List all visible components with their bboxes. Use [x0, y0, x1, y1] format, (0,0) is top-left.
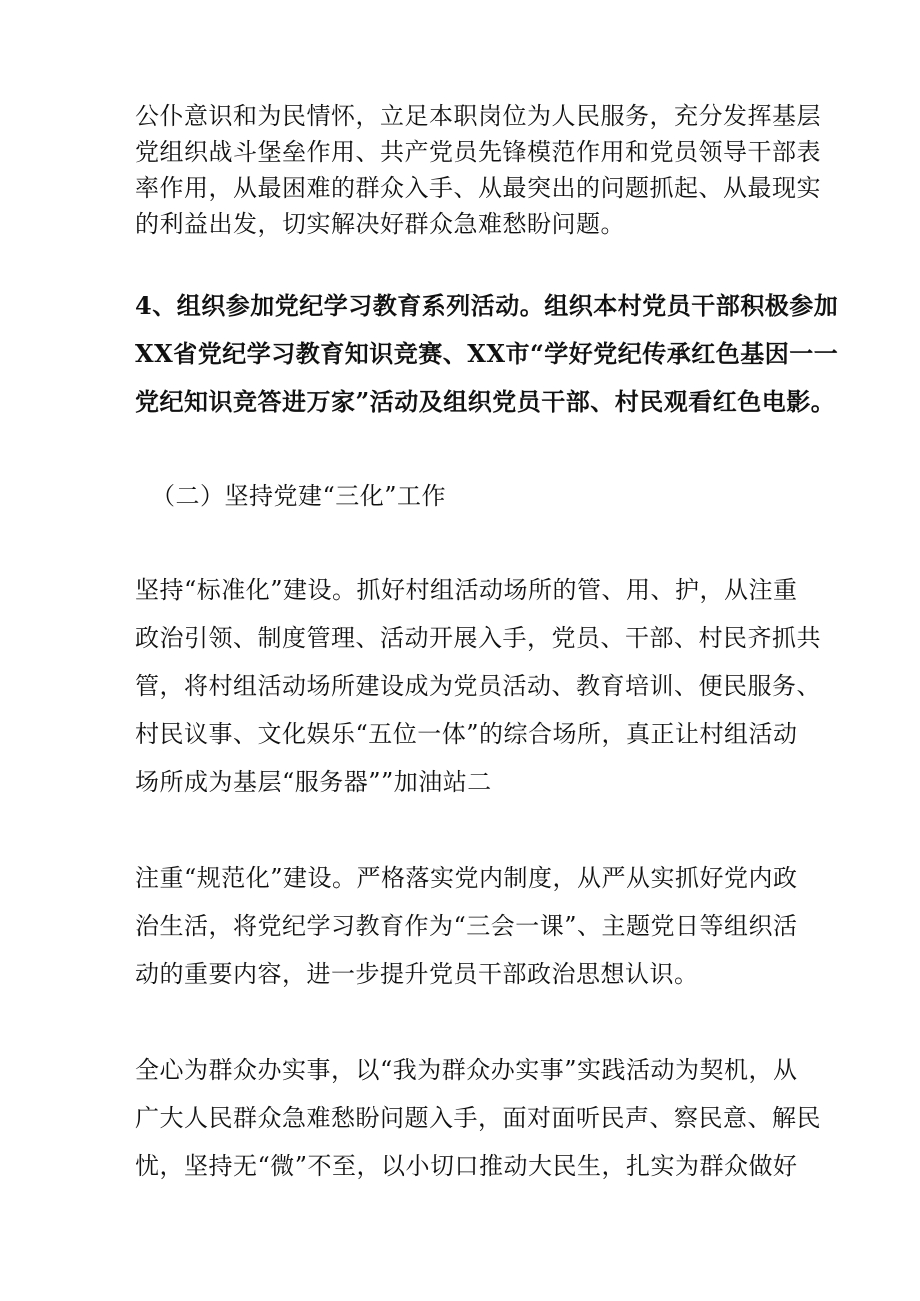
paragraph-line: 全心为群众办实事，以“我为群众办实事”实践活动为契机，从 [135, 1056, 798, 1084]
paragraph-line: 村民议事、文化娱乐“五位一体”的综合场所，真正让村组活动 [135, 720, 798, 748]
paragraph-line: 率作用，从最困难的群众入手、从最突出的问题抓起、从最现实 [135, 174, 821, 202]
paragraph-regularization [135, 854, 798, 998]
paragraph-line: 党纪知识竞答进万家”活动及组织党员干部、村民观看红色电影。 [135, 387, 836, 416]
paragraph-line: 场所成为基层“服务器””加油站二 [135, 768, 492, 796]
paragraph-line: 忧，坚持无“微”不至，以小切口推动大民生，扎实为群众做好 [135, 1152, 798, 1180]
paragraph-line: 广大人民群众急难愁盼问题入手，面对面听民声、察民意、解民 [135, 1104, 821, 1132]
paragraph-line: 注重“规范化”建设。严格落实党内制度，从严从实抓好党内政 [135, 864, 798, 892]
section-heading: （二）坚持党建“三化”工作 [151, 482, 447, 510]
paragraph-line: 政治引领、制度管理、活动开展入手，党员、干部、村民齐抓共 [135, 624, 821, 652]
paragraph-line: 坚持“标准化”建设。抓好村组活动场所的管、用、护，从注重 [135, 576, 798, 604]
paragraph-line: 公仆意识和为民情怀，立足本职岗位为人民服务，充分发挥基层 [135, 102, 821, 130]
paragraph-line: 党组织战斗堡垒作用、共产党员先锋模范作用和党员领导干部表 [135, 138, 821, 166]
paragraph-standardization [135, 566, 821, 806]
paragraph-line: XX省党纪学习教育知识竞赛、XX市“学好党纪传承红色基因一一 [135, 339, 839, 368]
paragraph-practical-matters [135, 1046, 821, 1190]
paragraph-line: 治生活，将党纪学习教育作为“三会一课”、主题党日等组织活 [135, 912, 798, 940]
paragraph-line: 的利益出发，切实解决好群众急难愁盼问题。 [135, 210, 625, 238]
paragraph-item-4-activities [135, 282, 839, 426]
paragraph-line: 动的重要内容，进一步提升党员干部政治思想认识。 [135, 960, 699, 988]
paragraph-public-service [135, 98, 821, 242]
paragraph-line: 管，将村组活动场所建设成为党员活动、教育培训、便民服务、 [135, 672, 821, 700]
paragraph-line: 4、组织参加党纪学习教育系列活动。组织本村党员干部积极参加 [135, 291, 839, 320]
